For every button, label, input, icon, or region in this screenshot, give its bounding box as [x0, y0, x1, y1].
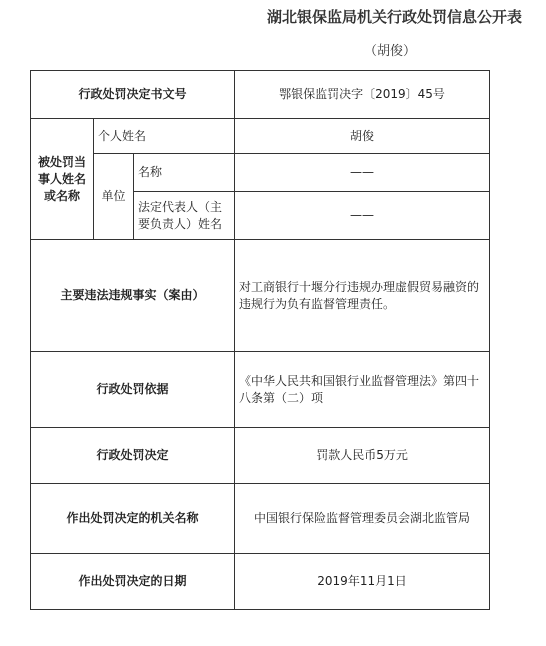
table-row: [31, 71, 490, 119]
violation-value: 对工商银行十堰分行违规办理虚假贸易融资的违规行为负有监督管理责任。: [235, 240, 490, 352]
legal-rep-value: ——: [235, 192, 490, 240]
date-label: 作出处罚决定的日期: [31, 554, 235, 610]
table-row: [31, 240, 490, 352]
authority-value: 中国银行保险监督管理委员会湖北监管局: [235, 484, 490, 554]
date-value: 2019年11月1日: [235, 554, 490, 610]
decision-value: 罚款人民币5万元: [235, 428, 490, 484]
unit-name-value: ——: [235, 154, 490, 192]
table-row: [31, 352, 490, 428]
basis-label: 行政处罚依据: [31, 352, 235, 428]
decision-number-label: 行政处罚决定书文号: [31, 71, 235, 119]
page-title: 湖北银保监局机关行政处罚信息公开表: [266, 8, 522, 26]
basis-value: 《中华人民共和国银行业监督管理法》第四十八条第（二）项: [235, 352, 490, 428]
legal-rep-label: 法定代表人（主要负责人）姓名: [134, 192, 235, 240]
table-row: [31, 484, 490, 554]
violation-label: 主要违法违规事实（案由）: [31, 240, 235, 352]
decision-number-value: 鄂银保监罚决字〔2019〕45号: [235, 71, 490, 119]
party-label: 被处罚当事人姓名或名称: [31, 119, 94, 240]
table-row: [31, 554, 490, 610]
authority-label: 作出处罚决定的机关名称: [31, 484, 235, 554]
page-subtitle: （胡俊）: [363, 44, 416, 59]
table-row: [31, 154, 490, 192]
table-row: [31, 428, 490, 484]
decision-label: 行政处罚决定: [31, 428, 235, 484]
penalty-info-table: [30, 70, 490, 610]
table-row: [31, 119, 490, 154]
unit-label: 单位: [94, 154, 134, 240]
individual-name-value: 胡俊: [235, 119, 490, 154]
individual-name-label: 个人姓名: [94, 119, 235, 154]
unit-name-label: 名称: [134, 154, 235, 192]
